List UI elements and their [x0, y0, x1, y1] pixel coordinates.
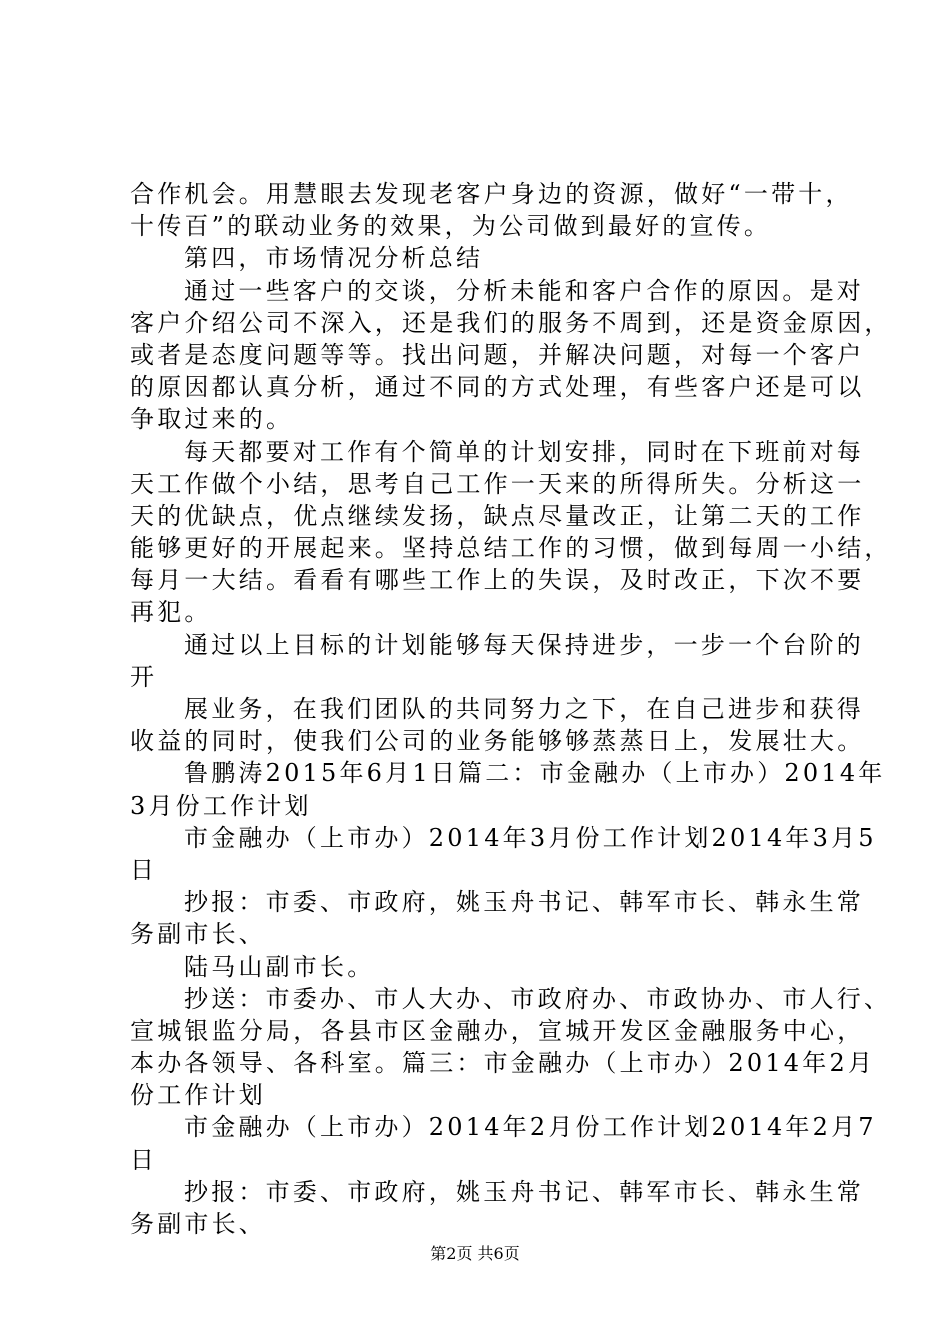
text-line: 本办各领导、各科室。篇三：市金融办（上市办）2014年2月 [130, 1049, 876, 1078]
text-line: 抄报：市委、市政府，姚玉舟书记、韩军市长、韩永生常 [184, 888, 864, 917]
text-line: 能够更好的开展起来。坚持总结工作的习惯，做到每周一小结， [130, 534, 892, 563]
paragraph-p5 [130, 629, 864, 693]
text-line: 3月份工作计划 [130, 791, 312, 820]
text-line: 天的优缺点，优点继续发扬，缺点尽量改正，让第二天的工作 [130, 501, 865, 530]
text-line: 市金融办（上市办）2014年3月份工作计划2014年3月5 [184, 823, 877, 852]
paragraph-p9 [130, 886, 864, 950]
text-line: 合作机会。用慧眼去发现老客户身边的资源，做好“一带十， [130, 180, 853, 208]
paragraph-p12 [130, 1111, 877, 1175]
text-line: 收益的同时，使我们公司的业务能够够蒸蒸日上，发展壮大。 [130, 727, 865, 756]
text-line: 天工作做个小结，思考自己工作一天来的所得所失。分析这一 [130, 469, 865, 498]
paragraph-p10 [130, 951, 840, 983]
text-line: 通过一些客户的交谈，分析未能和客户合作的原因。是对 [184, 276, 864, 305]
text-line: 日 [130, 1145, 158, 1174]
paragraph-p6 [130, 693, 865, 757]
text-line: 陆马山副市长。 [184, 952, 375, 981]
paragraph-p11 [130, 983, 892, 1112]
text-line: 每天都要对工作有个简单的计划安排，同时在下班前对每 [184, 437, 864, 466]
page-footer [0, 1244, 950, 1264]
text-line: 或者是态度问题等等。找出问题，并解决问题，对每一个客户 [130, 340, 865, 369]
text-line: 争取过来的。 [130, 405, 294, 434]
text-line: 宣城银监分局，各县市区金融办，宣城开发区金融服务中心， [130, 1016, 865, 1045]
paragraph-p13 [130, 1176, 864, 1240]
paragraph-p3 [130, 275, 892, 436]
text-line: 第四，市场情况分析总结 [184, 244, 484, 273]
text-line: 抄送：市委办、市人大办、市政府办、市政协办、市人行、 [184, 984, 892, 1013]
paragraph-p8 [130, 822, 877, 886]
text-line: 鲁鹏涛2015年6月1日篇二：市金融办（上市办）2014年 [184, 759, 886, 788]
page-number-label: 第2页 共6页 [430, 1244, 520, 1263]
document-body [130, 178, 892, 1240]
paragraph-p1 [130, 178, 853, 242]
text-line: 再犯。 [130, 598, 212, 627]
text-line: 开 [130, 662, 158, 691]
text-line: 的原因都认真分析，通过不同的方式处理，有些客户还是可以 [130, 373, 865, 402]
text-line: 日 [130, 855, 158, 884]
text-line: 务副市长、 [130, 920, 266, 949]
text-line: 展业务，在我们团队的共同努力之下，在自己进步和获得 [184, 695, 864, 723]
text-line: 十传百”的联动业务的效果，为公司做到最好的宣传。 [130, 212, 772, 241]
text-line: 份工作计划 [130, 1081, 266, 1110]
text-line: 市金融办（上市办）2014年2月份工作计划2014年2月7 [184, 1113, 877, 1142]
section-heading-market-analysis [130, 242, 840, 274]
paragraph-p7 [130, 757, 886, 821]
text-line: 通过以上目标的计划能够每天保持进步，一步一个台阶的 [184, 630, 864, 659]
text-line: 抄报：市委、市政府，姚玉舟书记、韩军市长、韩永生常 [184, 1177, 864, 1206]
text-line: 客户介绍公司不深入，还是我们的服务不周到，还是资金原因， [130, 308, 892, 337]
paragraph-p4 [130, 436, 892, 629]
text-line: 务副市长、 [130, 1210, 266, 1238]
text-line: 每月一大结。看看有哪些工作上的失误，及时改正，下次不要 [130, 566, 865, 595]
